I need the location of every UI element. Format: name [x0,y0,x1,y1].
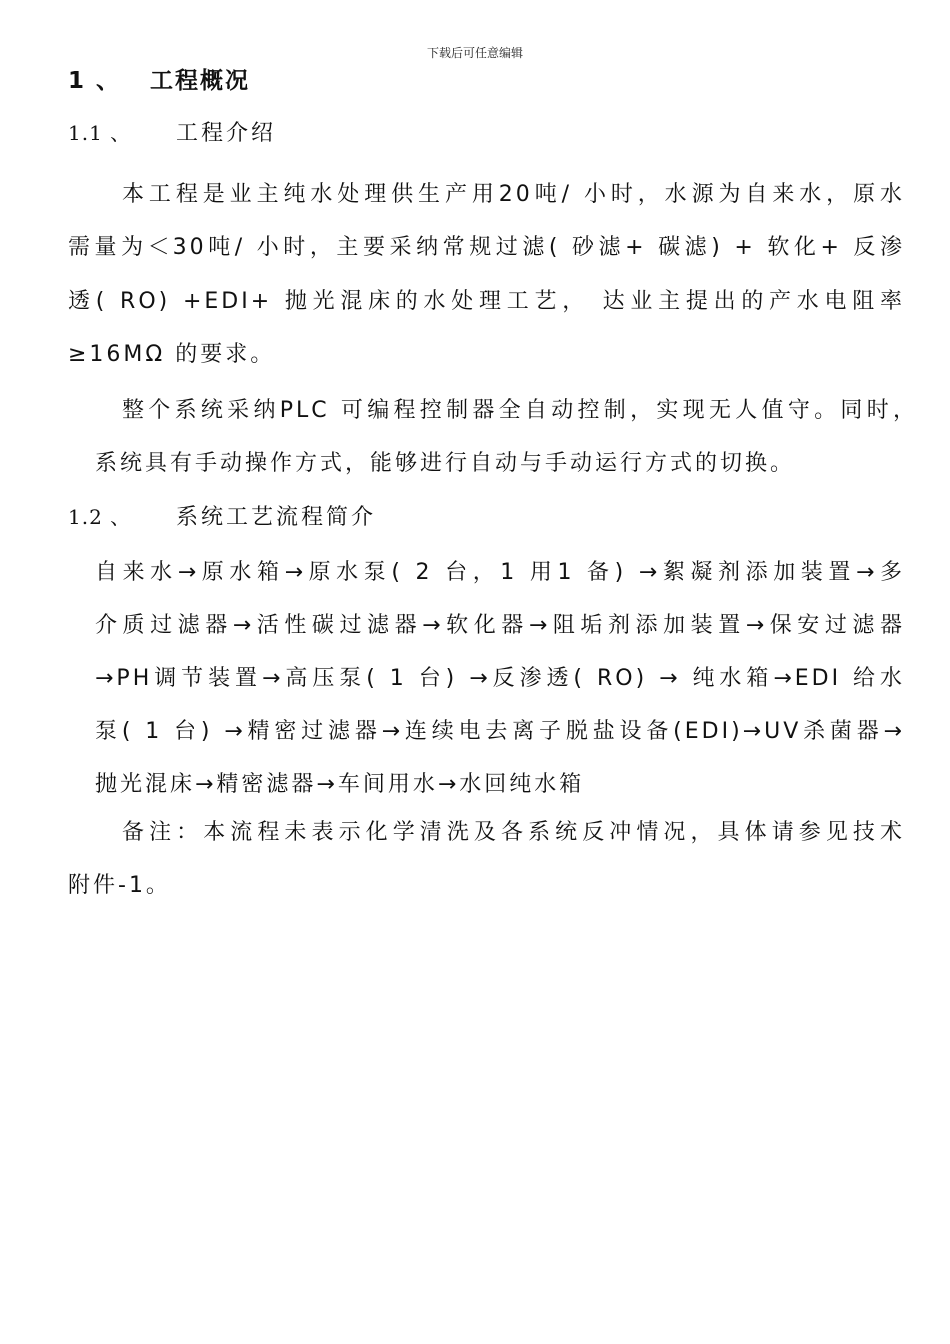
section-title: 工程介绍 [176,121,277,146]
section-number: 1.2 、 [68,505,132,529]
note-line-1: 备注：本流程未表示化学清洗及各系统反冲情况，具体请参见技术 [122,820,905,845]
section-heading-1 [68,66,250,96]
page-header-note: 下载后可任意编辑 [426,46,523,60]
section-heading-1-1 [68,118,276,149]
flow-line-3: →PH调节装置→高压泵( 1 台) →反渗透( RO) → 纯水箱→EDI 给水 [95,666,905,691]
section-heading-1-2 [68,502,376,533]
flow-line-4: 泵( 1 台) →精密过滤器→连续电去离子脱盐设备(EDI)→UV杀菌器→ [95,719,905,744]
intro-line-3: 透( RO) +EDI+ 抛光混床的水处理工艺， 达业主提出的产水电阻率 [68,289,905,314]
note-line-2: 附件-1。 [68,873,171,898]
section-title: 工程概况 [150,68,250,94]
section-number: 1.1 、 [68,121,132,145]
flow-line-5: 抛光混床→精密滤器→车间用水→水回纯水箱 [95,772,585,797]
intro-line-2: 需量为＜30吨/ 小时，主要采纳常规过滤( 砂滤+ 碳滤) + 软化+ 反渗 [68,235,905,260]
control-line-2: 系统具有手动操作方式，能够进行自动与手动运行方式的切换。 [95,451,796,476]
section-title: 系统工艺流程简介 [176,505,377,530]
control-line-1: 整个系统采纳PLC 可编程控制器全自动控制，实现无人值守。同时， [122,398,918,423]
flow-line-2: 介质过滤器→活性碳过滤器→软化器→阻垢剂添加装置→保安过滤器 [95,613,905,638]
intro-line-4: ≥16MΩ 的要求。 [68,342,276,367]
intro-line-1: 本工程是业主纯水处理供生产用20吨/ 小时，水源为自来水，原水 [122,182,905,207]
section-number: 1 、 [68,68,122,94]
flow-line-1: 自来水→原水箱→原水泵( 2 台，1 用1 备) →絮凝剂添加装置→多 [95,560,905,585]
